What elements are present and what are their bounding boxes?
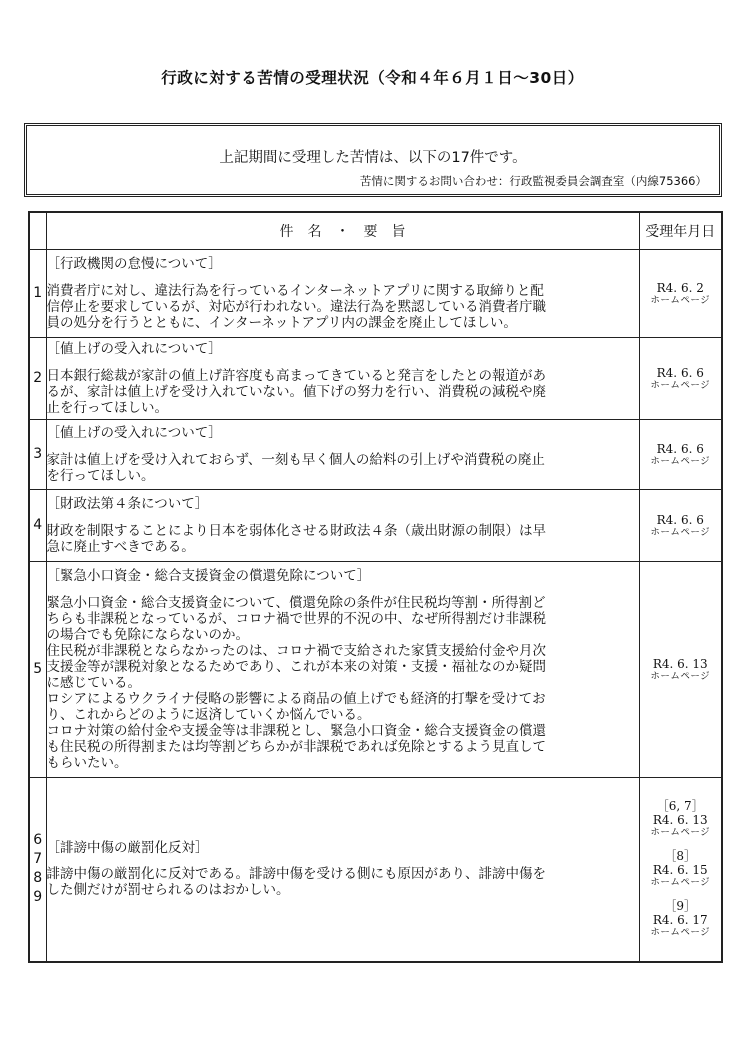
date-value: R4. 6. 13 [652,813,708,828]
header-subject: 件 名 ・ 要 旨 [46,212,639,250]
table-row [29,490,722,562]
row-number: 2 [29,338,46,420]
table-row [29,250,722,338]
row-subject: ［財政法第４条について］ [46,496,209,512]
table-header-row [29,212,722,250]
row-subject: ［値上げの受入れについて］ [46,425,222,441]
date-value: R4. 6. 6 [656,365,704,380]
date-value: R4. 6. 15 [652,863,708,878]
row-number: 4 [29,490,46,562]
contact-info: 苦情に関するお問い合わせ：行政監視委員会調査室（内線75366） [359,174,707,188]
summary-line: 日本銀行総裁が家計の値上げ許容度も高まってきていると発言をしたとの報道があ [46,368,546,384]
date-keys: ［9］ [664,899,697,914]
date-source: ホームページ [650,526,711,538]
summary-line: 家計は値上げを受け入れておらず、一刻も早く個人の給料の引上げや消費税の廃止 [46,452,545,468]
row-date [639,778,722,962]
summary-line: 信停止を要求しているが、対応が行われない。違法行為を黙認している消費者庁職 [46,299,546,315]
notice-box [24,123,722,197]
row-number-item: 9 [33,889,43,906]
summary-line: 緊急小口資金・総合支援資金について、償還免除の条件が住民税均等割・所得割ど [46,595,546,611]
summary-line: 員の処分を行うとともに、インターネットアプリ内の課金を廃止してほしい。 [46,315,517,331]
row-number-item: 6 [33,832,43,849]
date-value: R4. 6. 6 [656,512,704,527]
complaints-table [28,211,723,963]
date-keys: ［8］ [664,849,697,864]
summary-line: 消費者庁に対し、違法行為を行っているインターネットアプリに関する取締りと配 [46,283,544,299]
date-source: ホームページ [650,827,711,839]
summary-line: の場合でも免除にならないのか。 [46,627,249,643]
date-source: ホームページ [650,877,711,889]
date-source: ホームページ [650,455,711,467]
row-content [46,562,639,778]
row-subject: ［値上げの受入れについて］ [46,341,222,357]
summary-line: もらいたい。 [46,755,128,771]
date-value: R4. 6. 6 [656,441,704,456]
summary-line: に感じている。 [46,675,141,691]
summary-line: 誹謗中傷の厳罰化に反対である。誹謗中傷を受ける側にも原因があり、誹謗中傷を [46,866,546,883]
summary-line: を行ってほしい。 [46,468,155,484]
summary-line: も住民税の所得割または均等割どちらかが非課税であれば免除とするよう見直して [46,739,546,755]
summary-line: 止を行ってほしい。 [46,400,168,416]
summary-line: 急に廃止すべきである。 [46,539,195,555]
row-date [639,490,722,562]
summary-line: ロシアによるウクライナ侵略の影響による商品の値上げでも経済的打撃を受けてお [46,691,546,707]
table-row [29,778,722,962]
row-content [46,420,639,490]
row-content [46,490,639,562]
page-title: 行政に対する苦情の受理状況（令和４年６月１日～30日） [161,69,584,87]
notice-text: 上記期間に受理した苦情は、以下の17件です。 [219,150,527,166]
row-number [29,778,46,962]
summary-line: るが、家計は値上げを受け入れていない。値下げの努力を行い、消費税の減税や廃 [46,384,546,400]
summary-line: 財政を制限することにより日本を弱体化させる財政法４条（歳出財源の制限）は早 [46,523,546,539]
row-subject: ［行政機関の怠慢について］ [46,256,222,272]
summary-line: 支援金等が課税対象となるためであり、これが本来の対策・支援・福祉なのか疑問 [46,659,546,675]
summary-line: コロナ対策の給付金や支援金等は非課税とし、緊急小口資金・総合支援資金の償還 [46,723,546,739]
row-date [639,250,722,338]
row-number: 1 [29,250,46,338]
row-subject: ［誹謗中傷の厳罰化反対］ [46,840,209,857]
row-date [639,420,722,490]
date-keys: ［6, 7］ [656,799,704,814]
date-value: R4. 6. 17 [652,913,708,928]
row-number-item: 7 [33,851,43,868]
summary-line: 住民税が非課税とならなかったのは、コロナ禍で支給された家賃支援給付金や月次 [46,643,546,659]
table-row [29,420,722,490]
header-date: 受理年月日 [639,212,722,250]
date-source: ホームページ [650,670,711,682]
date-source: ホームページ [650,379,711,391]
row-number: 3 [29,420,46,490]
row-number-item: 8 [33,870,43,887]
date-value: R4. 6. 13 [652,656,708,671]
row-subject: ［緊急小口資金・総合支援資金の償還免除について］ [46,568,371,584]
row-number: 5 [29,562,46,778]
header-number [29,212,46,250]
row-date [639,338,722,420]
date-source: ホームページ [650,927,711,939]
summary-line: ちらも非課税となっているが、コロナ禍で世界的不況の中、なぜ所得割だけ非課税 [46,611,546,627]
table-row [29,338,722,420]
summary-line: した側だけが罰せられるのはおかしい。 [46,882,290,899]
date-value: R4. 6. 2 [656,280,704,295]
row-date [639,562,722,778]
table-row [29,562,722,778]
row-content [46,338,639,420]
date-source: ホームページ [650,294,711,306]
summary-line: り、これからどのように返済していくか悩んでいる。 [46,707,371,723]
row-content [46,250,639,338]
row-content [46,778,639,962]
